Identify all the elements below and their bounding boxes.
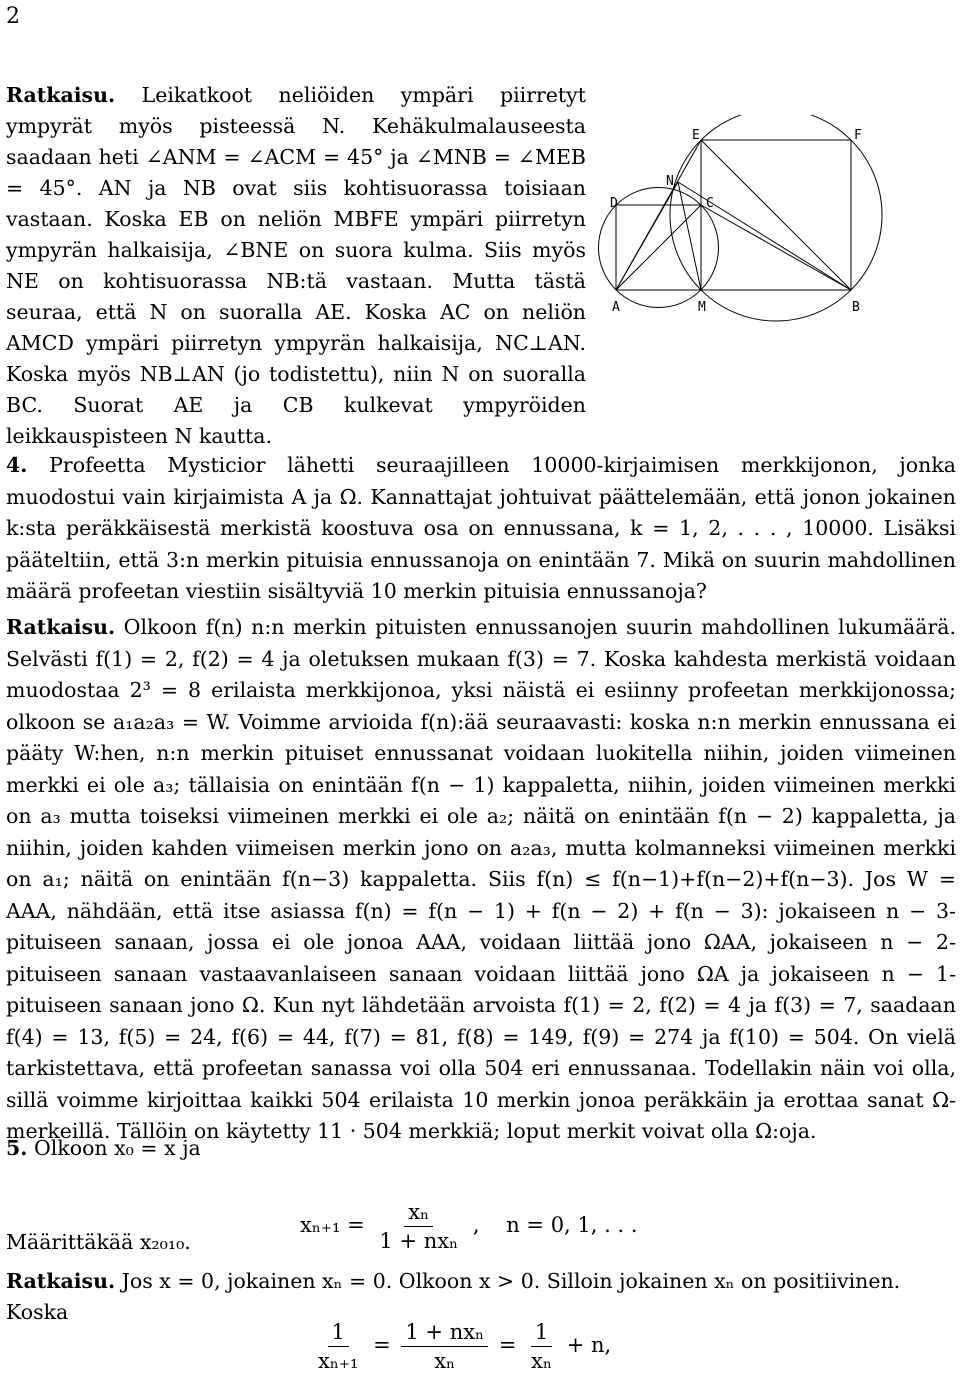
problem3-solution: [6, 80, 586, 452]
eq2-tail: + n,: [566, 1333, 612, 1357]
problem4-solution-text: Olkoon f(n) n:n merkin pituisten ennussanojen suurin mahdollinen lukumäärä. Selvästi f(1) = 2, f(2) = 4 ja oletuksen mukaan f(3) = 7. Koska kahdesta merkistä voidaan muodostaa 2³ = 8 erilaista merkkijonoa, yksi näistä ei esiinny profeetan merkkijonossa; olkoon se a₁a₂a₃ = W. Voimme arvioida f(n):ää seuraavasti: koska n:n merkin ennussana ei pääty W:hen, n:n merkin pituiset ennussanat voidaan luokitella niihin, joiden viimeinen merkki ei ole a₃; tällaisia on enintään f(n − 1) kappaletta, niihin, joiden viimeinen merkki on a₃ mutta toiseksi viimeinen merkki ei ole a₂; näitä on enintään f(n − 2) kappaletta, ja niihin, joiden kahden viimeisen merkin jono on a₂a₃, mutta kolmanneksi viimeinen merkki on a₁; näitä on enintään f(n−3) kappaletta. Siis f(n) ≤ f(n−1)+f(n−2)+f(n−3). Jos W = AAA, nähdään, että itse asiassa f(n) = f(n − 1) + f(n − 2) + f(n − 3): jokaiseen n − 3-pituiseen sanaan, jossa ei ole jonoa AAA, voidaan liittää jono ΩAA, jokaiseen n − 2-pituiseen sanaan vastaavanlaiseen sanaan voidaan liittää jono ΩA ja jokaiseen n − 1-pituiseen sanaan jono Ω. Kun nyt lähdetään arvoista f(1) = 2, f(2) = 4 ja f(3) = 7, saadaan f(4) = 13, f(5) = 24, f(6) = 44, f(7) = 81, f(8) = 149, f(9) = 274 ja f(10) = 504. On vielä tarkistettava, että profeetan sanassa voi olla 504 eri ennussanaa. Todellakin näin voi olla, sillä voimme kirjoittaa kaikki 504 erilaista 10 merkin jonoa peräkkäin ja erottaa sanat Ω-merkeillä. Tällöin on käytetty 11 · 504 merkkiä; loput merkit voivat olla Ω:oja.: [6, 615, 956, 1143]
eq2-f1-den: xₙ₊₁: [318, 1349, 359, 1373]
recurrence-equation: [300, 1198, 638, 1255]
problem4-label: 4.: [6, 453, 28, 477]
eq2-f2-den: xₙ: [434, 1349, 456, 1373]
eq-tail: , n = 0, 1, . . .: [472, 1213, 638, 1237]
problem5-intro-text: Olkoon x₀ = x ja: [33, 1136, 201, 1160]
line-an: [616, 182, 678, 290]
problem4-solution: [6, 612, 956, 1148]
solution-label: Ratkaisu.: [6, 83, 116, 107]
label-m: M: [698, 300, 706, 315]
eq2-fraction-2: [401, 1318, 488, 1375]
eq2-f3-den: xₙ: [531, 1349, 553, 1373]
solution-text: Leikatkoot neliöiden ympäri piirretyt ympyrät myös pisteessä N. Kehäkulmalauseesta saadaan heti ∠ANM = ∠ACM = 45° ja ∠MNB = ∠MEB = 45°. AN ja NB ovat siis kohtisuorassa toisiaan vastaan. Koska EB on neliön MBFE ympäri piirretyn ympyrän halkaisija, ∠BNE on suora kulma. Siis myös NE on kohtisuorassa NB:tä vastaan. Mutta tästä seuraa, että N on suoralla AE. Koska AC on neliön AMCD ympäri piirretyn ympyrän halkaisija, NC⊥AN. Koska myös NB⊥AN (jo todistettu), niin N on suoralla BC. Suorat AE ja CB kulkevat ympyröiden leikkauspisteen N kautta.: [6, 83, 586, 448]
eq2-fraction-3: [527, 1318, 556, 1375]
problem5-label: 5.: [6, 1136, 28, 1160]
line-cb: [701, 205, 851, 290]
label-b: B: [852, 300, 860, 315]
line-nb: [678, 182, 851, 290]
reciprocal-equation: $\frac{1}{\text{xₙ₊₁}}$ = $\frac{\text{1 + nxₙ}}{\text{xₙ}}$ = $\frac{1}{\text{xₙ}}$ + n,: [310, 1318, 611, 1375]
problem5-solution-text: Jos x = 0, jokainen xₙ = 0. Olkoon x > 0. Silloin jokainen xₙ on positiivinen. Koska: [6, 1269, 901, 1324]
eq-numerator: xₙ: [404, 1198, 433, 1227]
problem4-solution-label: Ratkaisu.: [6, 615, 116, 639]
eq-denominator: 1 + nxₙ: [379, 1229, 459, 1253]
geometry-figure: [596, 115, 946, 415]
eq2-fraction-1: [314, 1318, 362, 1375]
label-a: A: [612, 300, 620, 315]
eq2-f2-num: 1 + nxₙ: [401, 1318, 488, 1347]
eq-lhs: xₙ₊₁ =: [300, 1213, 365, 1237]
label-d: D: [610, 196, 618, 211]
problem5-task: Määrittäkää x₂₀₁₀.: [6, 1230, 191, 1254]
label-e: E: [692, 128, 700, 143]
problem5-solution-label: Ratkaisu.: [6, 1269, 116, 1293]
page-number: 2: [6, 4, 20, 29]
eq2-f1-num: 1: [328, 1318, 349, 1347]
line-ac: [616, 205, 701, 290]
eq-fraction: [375, 1198, 462, 1255]
label-c: C: [706, 196, 714, 211]
problem4-text: Profeetta Mysticior lähetti seuraajilleen 10000-kirjaimisen merkkijonon, jonka muodostui vain kirjaimista A ja Ω. Kannattajat johtuivat päättelemään, että jonon jokainen k:sta peräkkäisestä merkistä koostuva osa on ennussana, k = 1, 2, . . . , 10000. Lisäksi pääteltiin, että 3:n merkin pituisia ennussanoja on enintään 7. Mikä on suurin mahdollinen määrä profeetan viestiin sisältyviä 10 merkin pituisia ennussanoja?: [6, 453, 956, 603]
line-eb: [701, 140, 851, 290]
problem4: [6, 450, 956, 608]
label-n: N: [666, 174, 674, 189]
eq2-f3-num: 1: [531, 1318, 552, 1347]
problem5-intro: [6, 1136, 201, 1160]
label-f: F: [854, 128, 862, 143]
line-nm: [678, 182, 701, 290]
